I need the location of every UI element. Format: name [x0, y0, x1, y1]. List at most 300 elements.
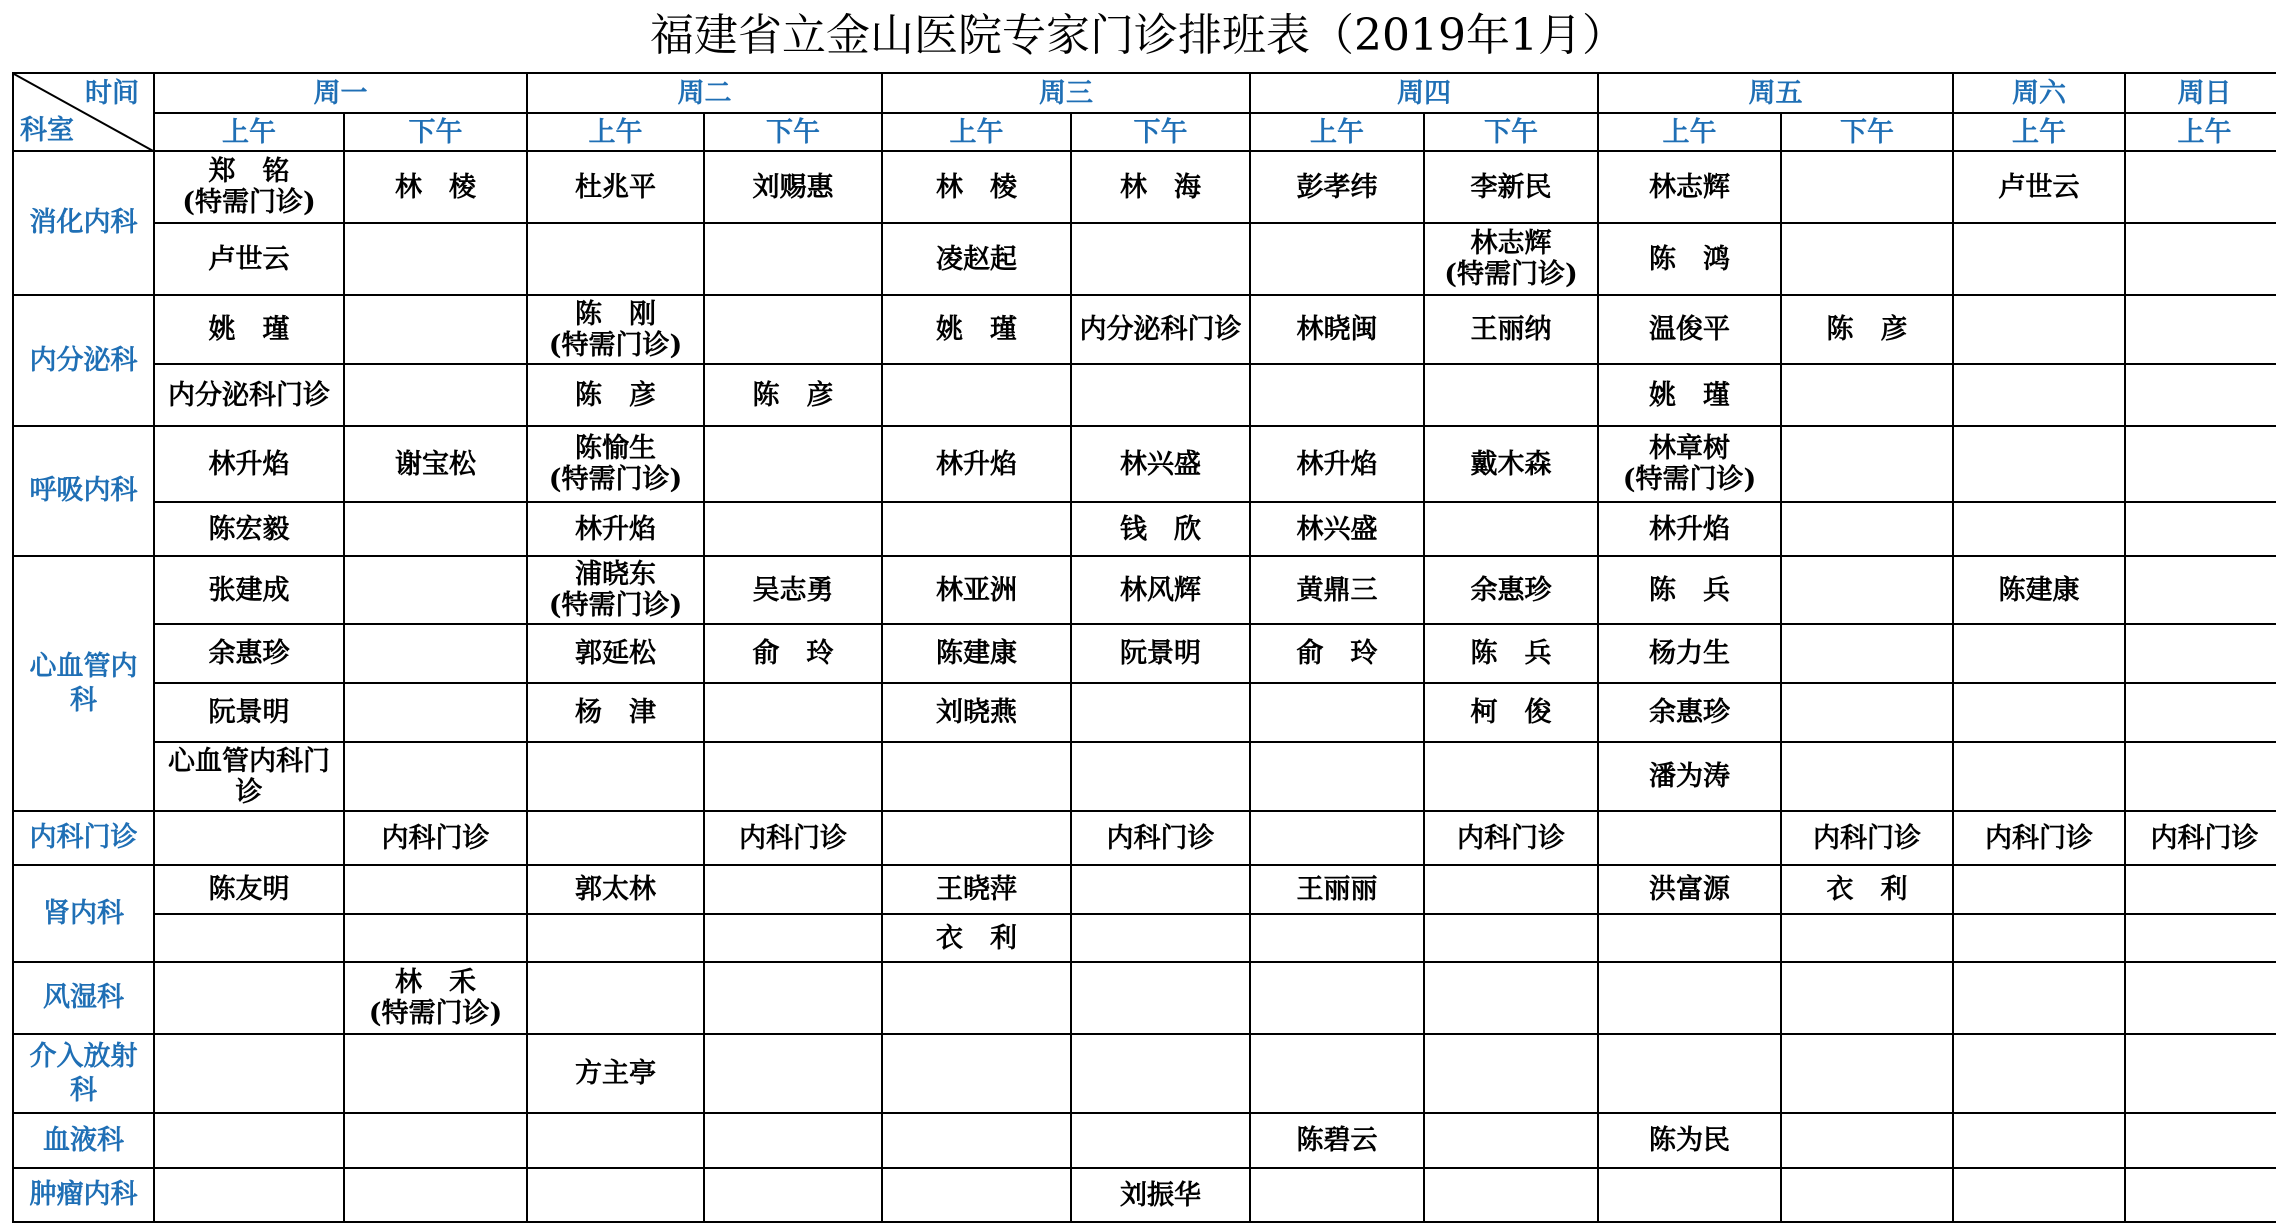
schedule-cell [527, 556, 704, 624]
schedule-cell [154, 811, 344, 865]
doctor-name: 林章树 (特需门诊) [1622, 433, 1757, 495]
doctor-name: 李新民 [1470, 171, 1552, 203]
department-name: 内科门诊 [29, 822, 138, 853]
schedule-cell [704, 223, 882, 295]
schedule-cell [2125, 1113, 2276, 1168]
department-name: 心血管内 科 [29, 650, 138, 716]
schedule-cell [344, 1168, 527, 1222]
doctor-name: 陈 彦 [752, 379, 834, 411]
schedule-row [13, 151, 2276, 223]
schedule-cell [1953, 865, 2125, 914]
department-name: 风湿科 [43, 982, 124, 1013]
schedule-cell [344, 1034, 527, 1113]
department-label [13, 295, 154, 426]
doctor-name: 阮景明 [208, 697, 290, 728]
schedule-row [13, 742, 2276, 811]
schedule-cell [1071, 624, 1250, 683]
header-row-halves [13, 113, 2276, 151]
schedule-cell [1598, 1034, 1781, 1113]
doctor-name: 内科门诊 [381, 822, 490, 854]
doctor-name: 陈 鸿 [1649, 243, 1730, 275]
schedule-cell [1250, 914, 1424, 962]
half-day-header: 上午 [1953, 113, 2125, 151]
schedule-cell [154, 295, 344, 364]
schedule-cell [1250, 151, 1424, 223]
schedule-cell [704, 1113, 882, 1168]
schedule-cell [704, 502, 882, 556]
doctor-name: 王丽丽 [1296, 874, 1378, 905]
schedule-cell [704, 364, 882, 426]
day-header: 周四 [1250, 73, 1598, 113]
doctor-name: 钱 欣 [1120, 513, 1201, 545]
schedule-cell [1071, 556, 1250, 624]
doctor-name: 阮景明 [1120, 638, 1201, 669]
schedule-cell [154, 962, 344, 1034]
schedule-row [13, 223, 2276, 295]
doctor-name: 陈 兵 [1470, 638, 1552, 669]
schedule-cell [2125, 502, 2276, 556]
half-day-header: 下午 [1071, 113, 1250, 151]
schedule-cell [1598, 223, 1781, 295]
schedule-cell [527, 742, 704, 811]
schedule-cell [1953, 1168, 2125, 1222]
schedule-cell [1781, 865, 1953, 914]
schedule-cell [704, 556, 882, 624]
schedule-cell [154, 502, 344, 556]
schedule-cell [704, 426, 882, 502]
schedule-cell [344, 1113, 527, 1168]
corner-dept-label: 科室 [20, 115, 74, 146]
schedule-cell [2125, 914, 2276, 962]
schedule-row [13, 556, 2276, 624]
schedule-cell [154, 865, 344, 914]
department-name: 呼吸内科 [29, 475, 138, 506]
schedule-cell [882, 364, 1071, 426]
schedule-cell [1781, 914, 1953, 962]
schedule-cell [344, 624, 527, 683]
schedule-cell [1953, 811, 2125, 865]
schedule-cell [1598, 914, 1781, 962]
schedule-cell [882, 295, 1071, 364]
schedule-cell [1250, 624, 1424, 683]
doctor-name: 刘晓燕 [936, 697, 1017, 728]
schedule-cell [704, 624, 882, 683]
doctor-name: 林兴盛 [1296, 513, 1378, 545]
schedule-row [13, 1113, 2276, 1168]
schedule-cell [882, 223, 1071, 295]
schedule-cell [154, 223, 344, 295]
schedule-cell [1071, 295, 1250, 364]
doctor-name: 柯 俊 [1470, 697, 1552, 728]
page-title: 福建省立金山医院专家门诊排班表（2019年1月） [650, 10, 1626, 61]
doctor-name: 内科门诊 [739, 822, 847, 854]
schedule-cell [704, 151, 882, 223]
doctor-name: 彭孝纬 [1296, 171, 1378, 203]
schedule-cell [1598, 742, 1781, 811]
schedule-cell [1781, 295, 1953, 364]
schedule-cell [344, 556, 527, 624]
department-label [13, 1113, 154, 1168]
schedule-cell [1598, 556, 1781, 624]
schedule-cell [1598, 624, 1781, 683]
schedule-cell [1071, 811, 1250, 865]
doctor-name: 姚 瑾 [208, 314, 290, 345]
schedule-cell [1953, 962, 2125, 1034]
doctor-name: 洪富源 [1649, 874, 1730, 905]
schedule-cell [882, 683, 1071, 742]
schedule-cell [1071, 426, 1250, 502]
schedule-cell [704, 865, 882, 914]
schedule-cell [1781, 223, 1953, 295]
schedule-cell [1781, 502, 1953, 556]
schedule-cell [1250, 1113, 1424, 1168]
schedule-cell [2125, 556, 2276, 624]
schedule-cell [1071, 151, 1250, 223]
schedule-cell [882, 151, 1071, 223]
schedule-cell [1250, 364, 1424, 426]
half-day-header: 上午 [527, 113, 704, 151]
doctor-name: 凌赵起 [936, 243, 1017, 275]
schedule-cell [344, 962, 527, 1034]
schedule-cell [527, 502, 704, 556]
schedule-cell [2125, 865, 2276, 914]
department-label [13, 426, 154, 556]
schedule-cell [1250, 683, 1424, 742]
doctor-name: 温俊平 [1649, 314, 1730, 345]
schedule-cell [1424, 295, 1598, 364]
schedule-cell [882, 1168, 1071, 1222]
doctor-name: 王晓萍 [936, 874, 1017, 905]
schedule-cell [1781, 1113, 1953, 1168]
schedule-table [12, 72, 2276, 1223]
doctor-name: 林亚洲 [936, 574, 1017, 606]
schedule-cell [882, 865, 1071, 914]
schedule-cell [344, 364, 527, 426]
doctor-name: 内科门诊 [1106, 822, 1215, 854]
department-name: 消化内科 [29, 207, 138, 238]
schedule-cell [344, 865, 527, 914]
schedule-row [13, 683, 2276, 742]
doctor-name: 黄鼎三 [1296, 574, 1378, 606]
schedule-cell [527, 223, 704, 295]
schedule-cell [1424, 1113, 1598, 1168]
half-day-header: 下午 [1781, 113, 1953, 151]
doctor-name: 陈宏毅 [208, 513, 290, 545]
doctor-name: 姚 瑾 [936, 314, 1017, 345]
schedule-cell [527, 865, 704, 914]
schedule-cell [527, 151, 704, 223]
schedule-cell [344, 426, 527, 502]
schedule-cell [344, 295, 527, 364]
schedule-cell [704, 295, 882, 364]
schedule-cell [1598, 502, 1781, 556]
schedule-cell [1424, 1034, 1598, 1113]
half-day-header: 下午 [344, 113, 527, 151]
schedule-cell [1071, 223, 1250, 295]
day-header: 周六 [1953, 73, 2125, 113]
schedule-cell [1953, 624, 2125, 683]
doctor-name: 内科门诊 [1813, 822, 1921, 854]
schedule-cell [2125, 962, 2276, 1034]
schedule-cell [344, 683, 527, 742]
schedule-cell [1250, 295, 1424, 364]
doctor-name: 陈 彦 [1826, 314, 1908, 345]
doctor-name: 内分泌科门诊 [168, 379, 330, 411]
schedule-cell [154, 624, 344, 683]
schedule-cell [1781, 624, 1953, 683]
schedule-cell [1071, 683, 1250, 742]
schedule-cell [1250, 426, 1424, 502]
schedule-cell [1781, 151, 1953, 223]
half-day-header: 上午 [1250, 113, 1424, 151]
doctor-name: 谢宝松 [395, 448, 476, 480]
schedule-cell [344, 223, 527, 295]
schedule-cell [1598, 811, 1781, 865]
schedule-cell [527, 962, 704, 1034]
schedule-cell [2125, 426, 2276, 502]
schedule-row [13, 426, 2276, 502]
schedule-cell [1424, 865, 1598, 914]
schedule-cell [1953, 1034, 2125, 1113]
doctor-name: 杨力生 [1649, 638, 1730, 669]
doctor-name: 陈为民 [1649, 1125, 1730, 1156]
schedule-cell [2125, 742, 2276, 811]
doctor-name: 衣 利 [1826, 874, 1908, 905]
day-header: 周五 [1598, 73, 1953, 113]
doctor-name: 林风辉 [1120, 574, 1201, 606]
schedule-cell [2125, 1034, 2276, 1113]
schedule-cell [1598, 364, 1781, 426]
schedule-cell [344, 811, 527, 865]
doctor-name: 刘赐惠 [752, 171, 834, 203]
doctor-name: 陈 彦 [575, 379, 656, 411]
doctor-name: 戴木森 [1470, 448, 1552, 480]
schedule-cell [1953, 502, 2125, 556]
doctor-name: 姚 瑾 [1649, 379, 1730, 411]
schedule-cell [1071, 914, 1250, 962]
doctor-name: 衣 利 [936, 922, 1017, 954]
schedule-cell [2125, 624, 2276, 683]
schedule-cell [882, 624, 1071, 683]
schedule-cell [1071, 865, 1250, 914]
doctor-name: 内分泌科门诊 [1079, 314, 1242, 345]
schedule-cell [1250, 742, 1424, 811]
schedule-cell [882, 1113, 1071, 1168]
schedule-cell [527, 683, 704, 742]
schedule-cell [1250, 1168, 1424, 1222]
department-name: 内分泌科 [29, 344, 138, 376]
department-label [13, 1034, 154, 1113]
schedule-row [13, 962, 2276, 1034]
schedule-cell [344, 914, 527, 962]
schedule-row [13, 624, 2276, 683]
department-label [13, 151, 154, 295]
doctor-name: 陈友明 [208, 874, 290, 905]
doctor-name: 陈 刚 (特需门诊) [548, 298, 683, 361]
schedule-cell [527, 624, 704, 683]
schedule-cell [1250, 1034, 1424, 1113]
schedule-cell [1953, 151, 2125, 223]
department-name: 肾内科 [43, 897, 124, 929]
schedule-cell [1250, 556, 1424, 624]
schedule-cell [882, 811, 1071, 865]
doctor-name: 林 棱 [936, 171, 1017, 203]
schedule-cell [1598, 151, 1781, 223]
doctor-name: 余惠珍 [208, 638, 290, 669]
doctor-name: 林升焰 [1649, 513, 1730, 545]
doctor-name: 刘振华 [1120, 1179, 1201, 1211]
schedule-cell [1781, 962, 1953, 1034]
schedule-cell [527, 811, 704, 865]
doctor-name: 杜兆平 [575, 171, 656, 203]
doctor-name: 林升焰 [575, 513, 656, 545]
schedule-cell [1781, 742, 1953, 811]
schedule-cell [1424, 502, 1598, 556]
doctor-name: 卢世云 [208, 243, 290, 275]
schedule-cell [1250, 865, 1424, 914]
doctor-name: 林 禾 (特需门诊) [368, 967, 503, 1029]
doctor-name: 林兴盛 [1120, 448, 1201, 480]
schedule-cell [1781, 556, 1953, 624]
schedule-row [13, 1168, 2276, 1222]
schedule-cell [1781, 426, 1953, 502]
schedule-cell [527, 1168, 704, 1222]
schedule-cell [2125, 683, 2276, 742]
header-row-days [13, 73, 2276, 113]
doctor-name: 林升焰 [208, 448, 290, 480]
doctor-name: 林 海 [1120, 171, 1201, 203]
schedule-cell [527, 295, 704, 364]
doctor-name: 郑 铭 (特需门诊) [182, 156, 316, 218]
department-label [13, 811, 154, 865]
doctor-name: 陈碧云 [1296, 1125, 1378, 1156]
doctor-name: 杨 津 [575, 697, 656, 728]
schedule-cell [882, 556, 1071, 624]
half-day-header: 下午 [1424, 113, 1598, 151]
schedule-cell [1598, 962, 1781, 1034]
schedule-cell [1598, 426, 1781, 502]
schedule-cell [704, 914, 882, 962]
schedule-cell [154, 742, 344, 811]
schedule-cell [2125, 295, 2276, 364]
schedule-cell [704, 742, 882, 811]
doctor-name: 林升焰 [936, 448, 1017, 480]
schedule-cell [344, 502, 527, 556]
schedule-cell [527, 1113, 704, 1168]
schedule-cell [154, 1034, 344, 1113]
schedule-cell [704, 683, 882, 742]
schedule-cell [527, 364, 704, 426]
schedule-cell [1424, 426, 1598, 502]
schedule-cell [1598, 683, 1781, 742]
schedule-cell [154, 556, 344, 624]
schedule-row [13, 364, 2276, 426]
schedule-cell [704, 962, 882, 1034]
schedule-cell [1071, 1034, 1250, 1113]
schedule-cell [1953, 426, 2125, 502]
doctor-name: 浦晓东 (特需门诊) [548, 559, 683, 621]
schedule-cell [704, 811, 882, 865]
department-label [13, 865, 154, 962]
schedule-cell [1953, 364, 2125, 426]
schedule-cell [1071, 962, 1250, 1034]
schedule-cell [1424, 364, 1598, 426]
schedule-cell [527, 1034, 704, 1113]
schedule-cell [2125, 364, 2276, 426]
schedule-cell [1598, 865, 1781, 914]
schedule-cell [882, 914, 1071, 962]
schedule-cell [1781, 364, 1953, 426]
doctor-name: 张建成 [208, 574, 290, 606]
schedule-cell [1071, 1168, 1250, 1222]
schedule-cell [1598, 1168, 1781, 1222]
schedule-cell [1424, 556, 1598, 624]
schedule-row [13, 502, 2276, 556]
schedule-cell [1071, 502, 1250, 556]
schedule-cell [1071, 742, 1250, 811]
schedule-cell [2125, 223, 2276, 295]
doctor-name: 心血管内科门 诊 [168, 745, 330, 808]
doctor-name: 陈建康 [936, 638, 1017, 669]
schedule-cell [1250, 502, 1424, 556]
schedule-cell [154, 364, 344, 426]
schedule-row [13, 914, 2276, 962]
doctor-name: 内科门诊 [2150, 822, 2259, 854]
schedule-cell [154, 151, 344, 223]
schedule-cell [1424, 811, 1598, 865]
schedule-cell [882, 742, 1071, 811]
doctor-name: 俞 玲 [752, 638, 834, 669]
schedule-row [13, 295, 2276, 364]
schedule-cell [882, 962, 1071, 1034]
doctor-name: 王丽纳 [1470, 314, 1552, 345]
schedule-cell [704, 1168, 882, 1222]
schedule-cell [704, 1034, 882, 1113]
department-label [13, 1168, 154, 1222]
schedule-cell [1781, 683, 1953, 742]
schedule-cell [1424, 962, 1598, 1034]
schedule-cell [1424, 223, 1598, 295]
half-day-header: 上午 [1598, 113, 1781, 151]
department-name: 血液科 [43, 1124, 124, 1156]
doctor-name: 俞 玲 [1296, 638, 1378, 669]
department-label [13, 556, 154, 811]
doctor-name: 林升焰 [1296, 448, 1378, 480]
schedule-cell [2125, 811, 2276, 865]
schedule-cell [344, 742, 527, 811]
corner-time-label: 时间 [85, 78, 139, 109]
doctor-name: 陈建康 [1998, 574, 2080, 606]
day-header: 周三 [882, 73, 1250, 113]
schedule-cell [154, 914, 344, 962]
schedule-cell [1953, 1113, 2125, 1168]
doctor-name: 郭太林 [575, 874, 656, 905]
schedule-cell [882, 1034, 1071, 1113]
schedule-cell [1250, 811, 1424, 865]
schedule-cell [154, 683, 344, 742]
doctor-name: 郭延松 [575, 638, 656, 669]
schedule-cell [1781, 811, 1953, 865]
doctor-name: 潘为涛 [1649, 761, 1730, 792]
schedule-cell [2125, 1168, 2276, 1222]
half-day-header: 上午 [2125, 113, 2276, 151]
schedule-cell [1250, 223, 1424, 295]
schedule-cell [1424, 742, 1598, 811]
schedule-cell [1424, 624, 1598, 683]
schedule-cell [882, 502, 1071, 556]
schedule-row [13, 1034, 2276, 1113]
schedule-cell [1953, 223, 2125, 295]
